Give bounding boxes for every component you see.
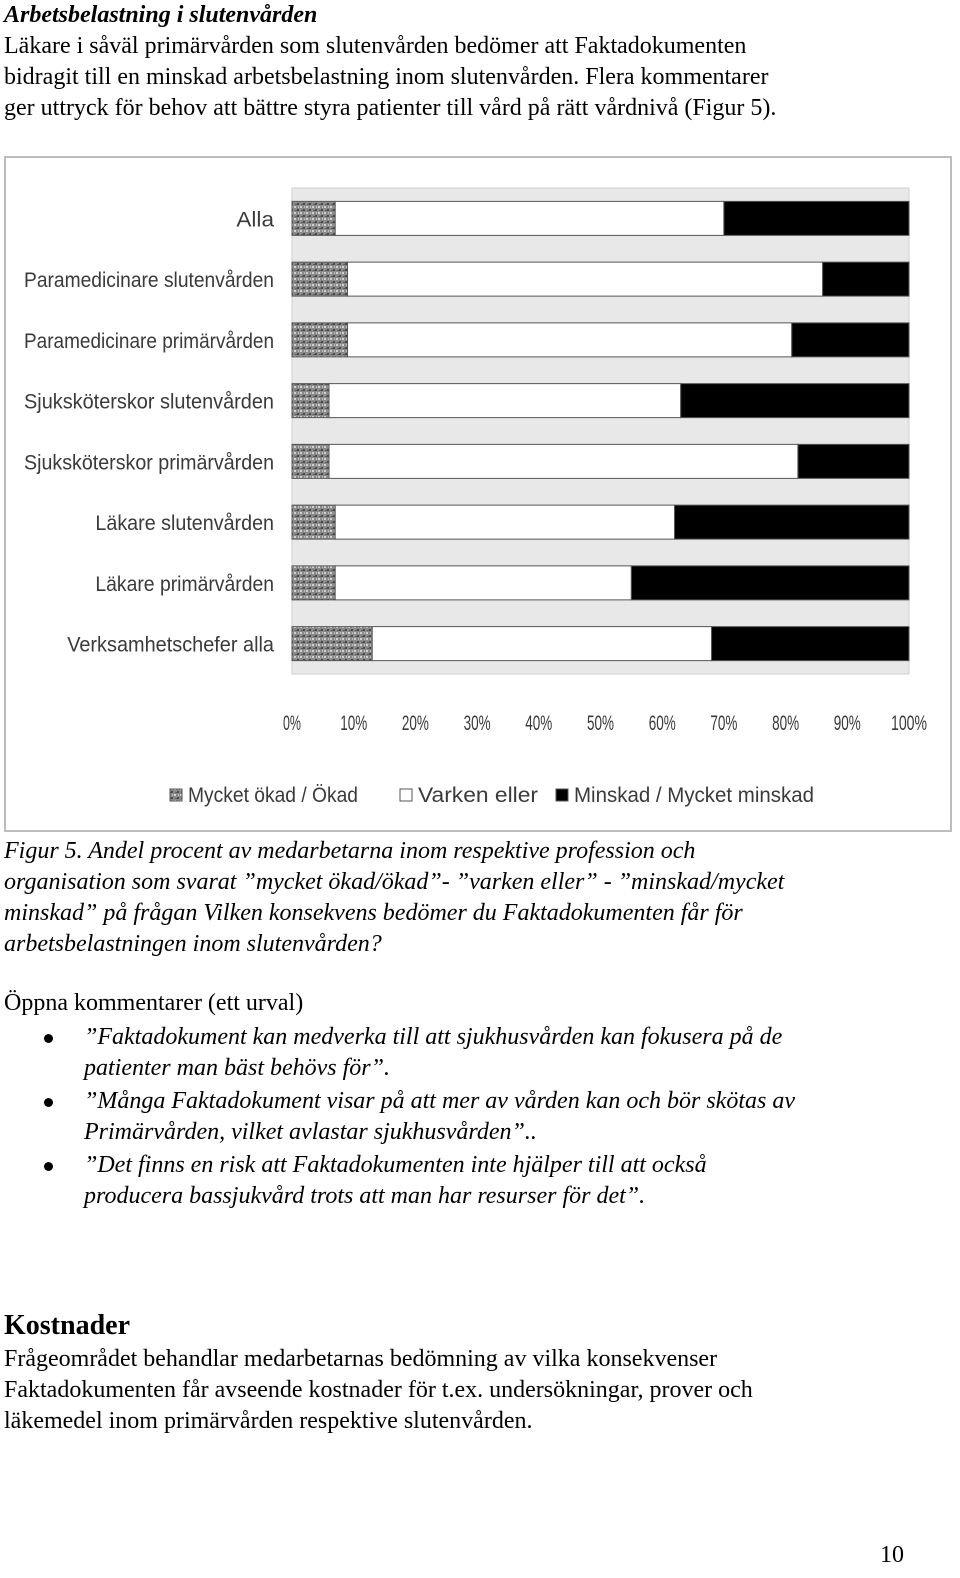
bar-segment-varken-eller xyxy=(335,566,631,600)
bar-segment-minskad xyxy=(823,262,909,296)
bullet-icon xyxy=(44,1098,53,1107)
paragraph-line: ger uttryck för behov att bättre styra patienter till vård på rätt vårdnivå (Figur 5). xyxy=(4,95,777,121)
paragraph-line: Läkare i såväl primärvården som slutenvården bedömer att Faktadokumenten xyxy=(4,33,747,59)
bar-segment-minskad xyxy=(724,201,909,235)
legend-label: Minskad / Mycket minskad xyxy=(574,784,814,807)
paragraph-line: Frågeområdet behandlar medarbetarnas bedömning av vilka konsekvenser xyxy=(4,1346,718,1372)
bar-segment-okad xyxy=(292,384,329,418)
section-heading-arbetsbelastning: Arbetsbelastning i slutenvården xyxy=(4,2,318,28)
category-label: Sjuksköterskor slutenvården xyxy=(24,390,274,414)
section1-paragraph xyxy=(4,31,954,124)
bar-segment-okad xyxy=(292,262,348,296)
x-tick-label: 100% xyxy=(891,712,927,735)
bar-segment-okad xyxy=(292,201,335,235)
paragraph-line: läkemedel inom primärvården respektive slutenvården. xyxy=(4,1408,533,1434)
comment-line: producera bassjukvård trots att man har resurser för det”. xyxy=(84,1183,646,1209)
caption-line: arbetsbelastningen inom slutenvården? xyxy=(4,931,382,957)
paragraph-line: Faktadokumenten får avseende kostnader för t.ex. undersökningar, prover och xyxy=(4,1377,753,1403)
bar-segment-varken-eller xyxy=(335,505,674,539)
x-tick-label: 40% xyxy=(525,712,553,735)
x-tick-label: 20% xyxy=(401,712,429,735)
bar-segment-varken-eller xyxy=(348,262,823,296)
bar-segment-varken-eller xyxy=(329,444,798,478)
category-label: Sjuksköterskor primärvården xyxy=(24,451,274,475)
bar-segment-varken-eller xyxy=(335,201,724,235)
bar-segment-minskad xyxy=(792,323,909,357)
category-label: Paramedicinare slutenvården xyxy=(24,269,274,293)
bar-segment-okad xyxy=(292,627,372,661)
category-label: Alla xyxy=(236,208,275,232)
bar-segment-okad xyxy=(292,323,348,357)
x-tick-label: 70% xyxy=(710,712,738,735)
comment-line: patienter man bäst behövs för”. xyxy=(84,1055,390,1081)
bar-segment-minskad xyxy=(681,384,909,418)
legend-swatch xyxy=(400,789,412,801)
figure-5-chart xyxy=(4,156,952,832)
bar-segment-okad xyxy=(292,566,335,600)
bar-segment-minskad xyxy=(675,505,909,539)
page-number: 10 xyxy=(880,1542,904,1568)
caption-line: Figur 5. Andel procent av medarbetarna inom respektive profession och xyxy=(4,838,696,864)
comment-line: ”Faktadokument kan medverka till att sjukhusvården kan fokusera på de xyxy=(84,1024,783,1050)
x-tick-label: 10% xyxy=(340,712,368,735)
bar-segment-minskad xyxy=(712,627,909,661)
list-item xyxy=(0,1150,950,1212)
bar-segment-okad xyxy=(292,505,335,539)
list-item xyxy=(0,1022,950,1084)
x-tick-label: 60% xyxy=(648,712,676,735)
x-tick-label: 50% xyxy=(587,712,614,735)
category-label: Paramedicinare primärvården xyxy=(24,329,274,353)
stacked-bar-chart xyxy=(6,158,950,830)
legend-label: Varken eller xyxy=(418,784,539,807)
category-label: Läkare slutenvården xyxy=(95,512,274,536)
legend-label: Mycket ökad / Ökad xyxy=(188,784,358,807)
comment-line: ”Många Faktadokument visar på att mer av vården kan och bör skötas av xyxy=(84,1088,795,1114)
comment-line: ”Det finns en risk att Faktadokumenten inte hjälper till att också xyxy=(84,1152,707,1178)
x-tick-label: 80% xyxy=(772,712,800,735)
bullet-icon xyxy=(44,1162,53,1171)
comment-line: Primärvården, vilket avlastar sjukhusvården”.. xyxy=(84,1119,537,1145)
section-heading-kostnader: Kostnader xyxy=(4,1310,130,1341)
caption-line: organisation som svarat ”mycket ökad/ökad”- ”varken eller” - ”minskad/mycket xyxy=(4,869,785,895)
x-tick-label: 0% xyxy=(283,712,301,735)
bar-segment-varken-eller xyxy=(329,384,681,418)
category-label: Läkare primärvården xyxy=(95,572,274,596)
x-tick-label: 90% xyxy=(833,712,861,735)
section2-paragraph xyxy=(4,1344,954,1437)
plot-area xyxy=(292,188,909,674)
paragraph-line: bidragit till en minskad arbetsbelastning inom slutenvården. Flera kommentarer xyxy=(4,64,769,90)
comments-title: Öppna kommentarer (ett urval) xyxy=(4,990,304,1016)
caption-line: minskad” på frågan Vilken konsekvens bedömer du Faktadokumenten får för xyxy=(4,900,743,926)
comments-list xyxy=(0,1022,950,1214)
bar-segment-varken-eller xyxy=(348,323,792,357)
x-tick-label: 30% xyxy=(463,712,491,735)
bar-segment-minskad xyxy=(798,444,909,478)
figure-caption xyxy=(4,836,954,960)
bar-segment-varken-eller xyxy=(372,627,711,661)
legend-swatch xyxy=(170,789,182,801)
bullet-icon xyxy=(44,1034,53,1043)
bar-segment-minskad xyxy=(631,566,909,600)
bar-segment-okad xyxy=(292,444,329,478)
legend-swatch xyxy=(556,789,568,801)
list-item xyxy=(0,1086,950,1148)
category-label: Verksamhetschefer alla xyxy=(67,633,275,657)
